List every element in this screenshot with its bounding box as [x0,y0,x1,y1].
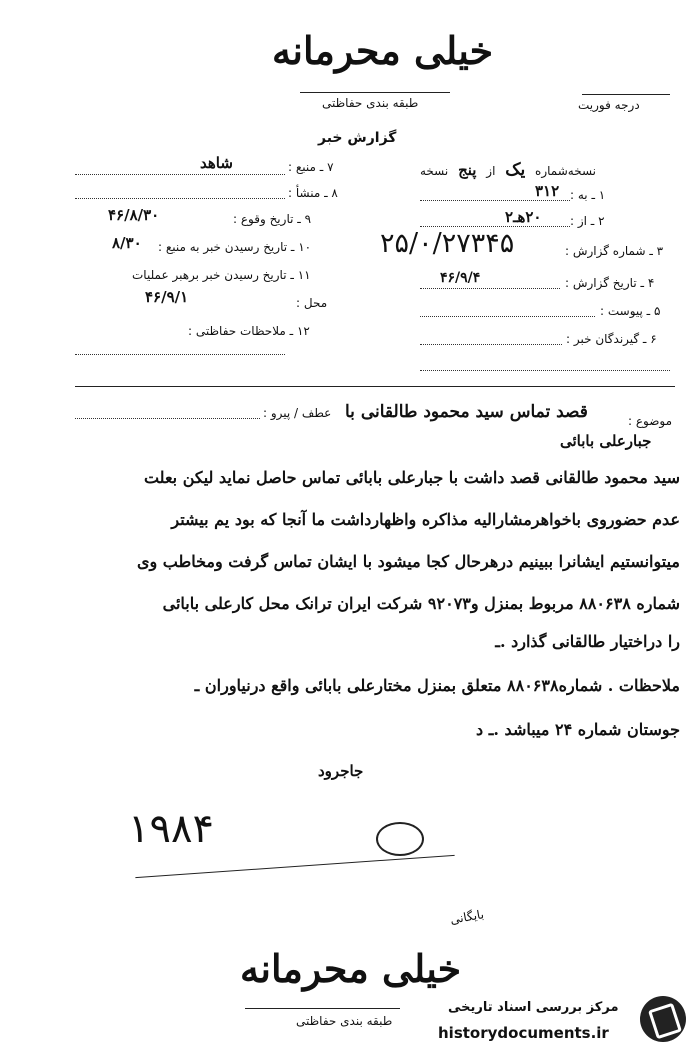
classification-underline [300,92,450,93]
urgency-label: درجه فوریت [578,98,640,112]
copy-number-label: نسخه‌شماره [535,164,596,178]
watermark-title: مرکز بررسی اسناد تاریخی [448,1000,619,1015]
ops-date-label: ۱۱ ـ تاریخ رسیدن خبر برهبر عملیات [132,268,311,282]
copy-number-value: یک [505,160,526,180]
to-value: ۳۱۲ [535,182,560,200]
report-date-value: ۴۶/۹/۴ [440,270,481,286]
classification-level-bottom: طبقه بندی حفاظتی [296,1014,393,1028]
classification-heading-bottom: خیلی محرمانه [240,946,462,991]
security-notes-dots [75,354,285,355]
classification-heading-top: خیلی محرمانه [272,28,494,73]
from-value: ۲۰هـ۲ [505,208,542,226]
event-date-value: ۴۶/۸/۳۰ [108,206,160,224]
received-date-value: ۸/۳۰ [112,234,142,252]
copy-suffix-label: نسخه [420,164,449,178]
archive-stamp-text: بایگانی [449,907,485,927]
body-line-1: سید محمود طالقانی قصد داشت با جبارعلی بابائی تماس حاصل نماید لیکن بعلت [143,468,680,487]
from-label: ۲ ـ از : [570,214,605,228]
subject-line-2: جبارعلی بابائی [560,432,652,450]
body-line-4: شماره ۸۸۰۶۳۸ مربوط بمنزل و۹۲۰۷۳ شرکت ایران ترانک محل کارعلی بابائی [162,594,680,613]
origin-dots [75,198,285,199]
file-number-annotation: ۱۹۸۴ [128,806,214,852]
signature: جاجرود [318,762,364,780]
security-notes-label: ۱۲ ـ ملاحظات حفاظتی : [188,324,310,338]
archive-logo [640,996,686,1042]
archive-stamp-mark [376,822,424,856]
classification-underline-bottom [245,1008,400,1009]
copy-of-label: از [486,164,496,178]
place-label: محل : [296,296,328,310]
subject-line-1: قصد تماس سید محمود طالقانی با [345,402,588,422]
from-dots [420,226,570,227]
copy-total-value: پنج [458,161,477,179]
body-line-5: را دراختیار طالقانی گذارد .ـ [495,632,680,651]
recipients-dots [420,344,562,345]
attachment-dots [420,316,595,317]
recipients-dots-2 [420,370,670,371]
body-line-2: عدم حضوروی باخواهرمشارالیه مذاکره واظهارداشت ما آنجا که بود یم بیشتر [171,510,680,529]
report-date-dots [420,288,560,289]
event-date-label: ۹ ـ تاریخ وقوع : [233,212,312,226]
subject-label: موضوع : [628,414,673,428]
urgency-line [582,94,670,95]
copy-number-row [420,160,596,180]
to-label: ۱ ـ به : [570,188,606,202]
classification-level-top: طبقه بندی حفاظتی [322,96,419,110]
reference-dots [75,418,260,419]
source-value: شاهد [200,154,233,172]
origin-label: ۸ ـ منشأ : [288,186,338,200]
source-dots [75,174,285,175]
section-divider [75,386,675,387]
body-line-3: میتوانستیم ایشانرا ببینیم درهرحال کجا میشود با ایشان تماس گرفت ومخاطب وی [136,552,680,571]
report-number-label: ۳ ـ شماره گزارش : [565,244,664,258]
recipients-label: ۶ ـ گیرندگان خبر : [566,332,657,346]
report-number-value: ۲۵/۰/۲۷۳۴۵ [380,228,515,259]
notes-line-1: ملاحظات . شماره۸۸۰۶۳۸ متعلق بمنزل مختارعلی بابائی واقع درنیاوران ـ [194,676,680,695]
report-date-label: ۴ ـ تاریخ گزارش : [565,276,655,290]
reference-label: عطف / پیرو : [263,406,332,420]
received-date-label: ۱۰ ـ تاریخ رسیدن خبر به منبع : [158,240,312,254]
report-title: گزارش خبر [318,130,397,146]
source-label: ۷ ـ منبع : [288,160,334,174]
attachment-label: ۵ ـ پیوست : [600,304,661,318]
place-value: ۴۶/۹/۱ [145,288,189,306]
to-dots [420,200,570,201]
watermark-url: historydocuments.ir [438,1024,609,1042]
notes-line-2: جوستان شماره ۲۴ میباشد .ـ د [476,720,680,739]
annotation-underline [135,855,454,878]
